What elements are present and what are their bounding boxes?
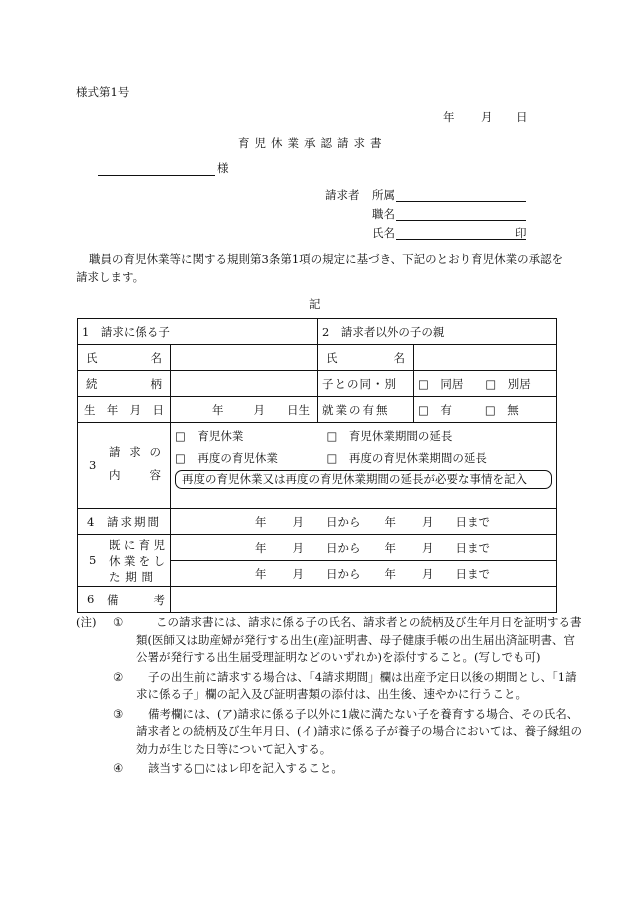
section2-header: 2 請求者以外の子の親: [318, 319, 557, 345]
name-field[interactable]: [396, 239, 526, 240]
form-number: 様式第1号: [76, 85, 130, 99]
section3-content: [171, 423, 557, 509]
child-name-label: 氏 名: [78, 345, 171, 371]
note2-text: 子の出生前に請求する場合は、「4請求期間」欄は出産予定日以後の期間とし、「1請求に係る子」欄の記入及び証明書類の添付は、出生後、速やかに行うこと。: [136, 669, 577, 701]
addressee-line[interactable]: [98, 175, 215, 176]
date-month-label: 月: [481, 110, 493, 124]
past-period-field-2[interactable]: 年 月 日から 年 月 日まで: [171, 561, 557, 587]
checkbox-extend[interactable]: □ 育児休業期間の延長: [326, 429, 453, 443]
checkbox-re-ikuji[interactable]: □ 再度の育児休業: [175, 451, 278, 465]
section1-header: 1 請求に係る子: [78, 319, 318, 345]
relation-field[interactable]: [171, 371, 318, 397]
request-period-field[interactable]: 年 月 日から 年 月 日まで: [171, 509, 557, 535]
checkbox-re-extend[interactable]: □ 再度の育児休業期間の延長: [326, 451, 487, 465]
cohabit-label: 子との同・別: [318, 371, 414, 397]
note2-num: ②: [113, 669, 124, 684]
parent-name-label: 氏 名: [318, 345, 414, 371]
section3-label-cell: 3 請 求 の 内 容: [78, 423, 171, 509]
checkbox-ikuji[interactable]: □ 育児休業: [175, 429, 244, 443]
note4-text: 該当する□にはレ印を記入すること。: [148, 761, 343, 775]
remarks-field[interactable]: [171, 587, 557, 613]
position-field[interactable]: [396, 220, 526, 221]
parent-name-field[interactable]: [414, 345, 557, 371]
note3-text: 備考欄には、(ア)請求に係る子以外に1歳に満たない子を養育する場合、その氏名、請求者との続柄及び生年月日、(イ)請求に係る子が養子の場合においては、養子縁組の効力が生じた日等について記入する。: [136, 706, 582, 756]
section4-label: 4 請求期間: [78, 509, 171, 535]
birthdate-label: 生 年 月 日: [78, 397, 171, 423]
addressee-suffix: 様: [217, 161, 229, 175]
employment-label: 就業の有無: [318, 397, 414, 423]
affiliation-field[interactable]: [396, 201, 526, 202]
past-period-field-1[interactable]: 年 月 日から 年 月 日まで: [171, 535, 557, 561]
cohabit-checkbox-same[interactable]: □ 同居: [418, 376, 464, 391]
employment-options: [414, 397, 557, 423]
page-title: 育児休業承認請求書: [238, 136, 387, 150]
employment-checkbox-yes[interactable]: □ 有: [418, 402, 452, 417]
seal-label: 印: [515, 226, 527, 240]
note1-text: この請求書には、請求に係る子の氏名、請求者との続柄及び生年月日を証明する書類(医師又は助産婦が発行する出生(産)証明書、母子健康手帳の出生届出済証明書、官公署が発行する出生届受理証明などのいずれか)を添付すること。(写しでも可): [136, 615, 582, 664]
section5-label-cell: 5 既 に 育 児 休 業 を し た 期 間: [78, 535, 171, 587]
birthdate-field[interactable]: 年 月 日生: [171, 397, 318, 423]
ki-label: 記: [309, 297, 321, 311]
child-name-field[interactable]: [171, 345, 318, 371]
reason-note-box[interactable]: 再度の育児休業又は再度の育児休業期間の延長が必要な事情を記入: [175, 470, 552, 489]
position-label: 職名: [372, 207, 395, 221]
cohabit-checkbox-separate[interactable]: □ 別居: [485, 376, 531, 391]
note4-num: ④: [113, 761, 124, 775]
date-day-label: 日: [516, 110, 528, 124]
date-year-label: 年: [443, 110, 455, 124]
request-form-table: [77, 318, 557, 613]
notes-section: [76, 614, 582, 778]
relation-label: 続 柄: [78, 371, 171, 397]
note3-num: ③: [113, 706, 124, 721]
requester-label: 請求者: [325, 188, 360, 202]
affiliation-label: 所属: [372, 188, 395, 202]
intro-text: 職員の育児休業等に関する規則第3条第1項の規定に基づき、下記のとおり育児休業の承認を請求します。: [76, 252, 564, 284]
notes-head: (注): [76, 615, 97, 629]
name-label: 氏名: [372, 226, 395, 240]
note1-num: ①: [113, 615, 124, 629]
section6-label: 6 備 考: [78, 587, 171, 613]
cohabit-options: [414, 371, 557, 397]
employment-checkbox-no[interactable]: □ 無: [484, 402, 519, 417]
